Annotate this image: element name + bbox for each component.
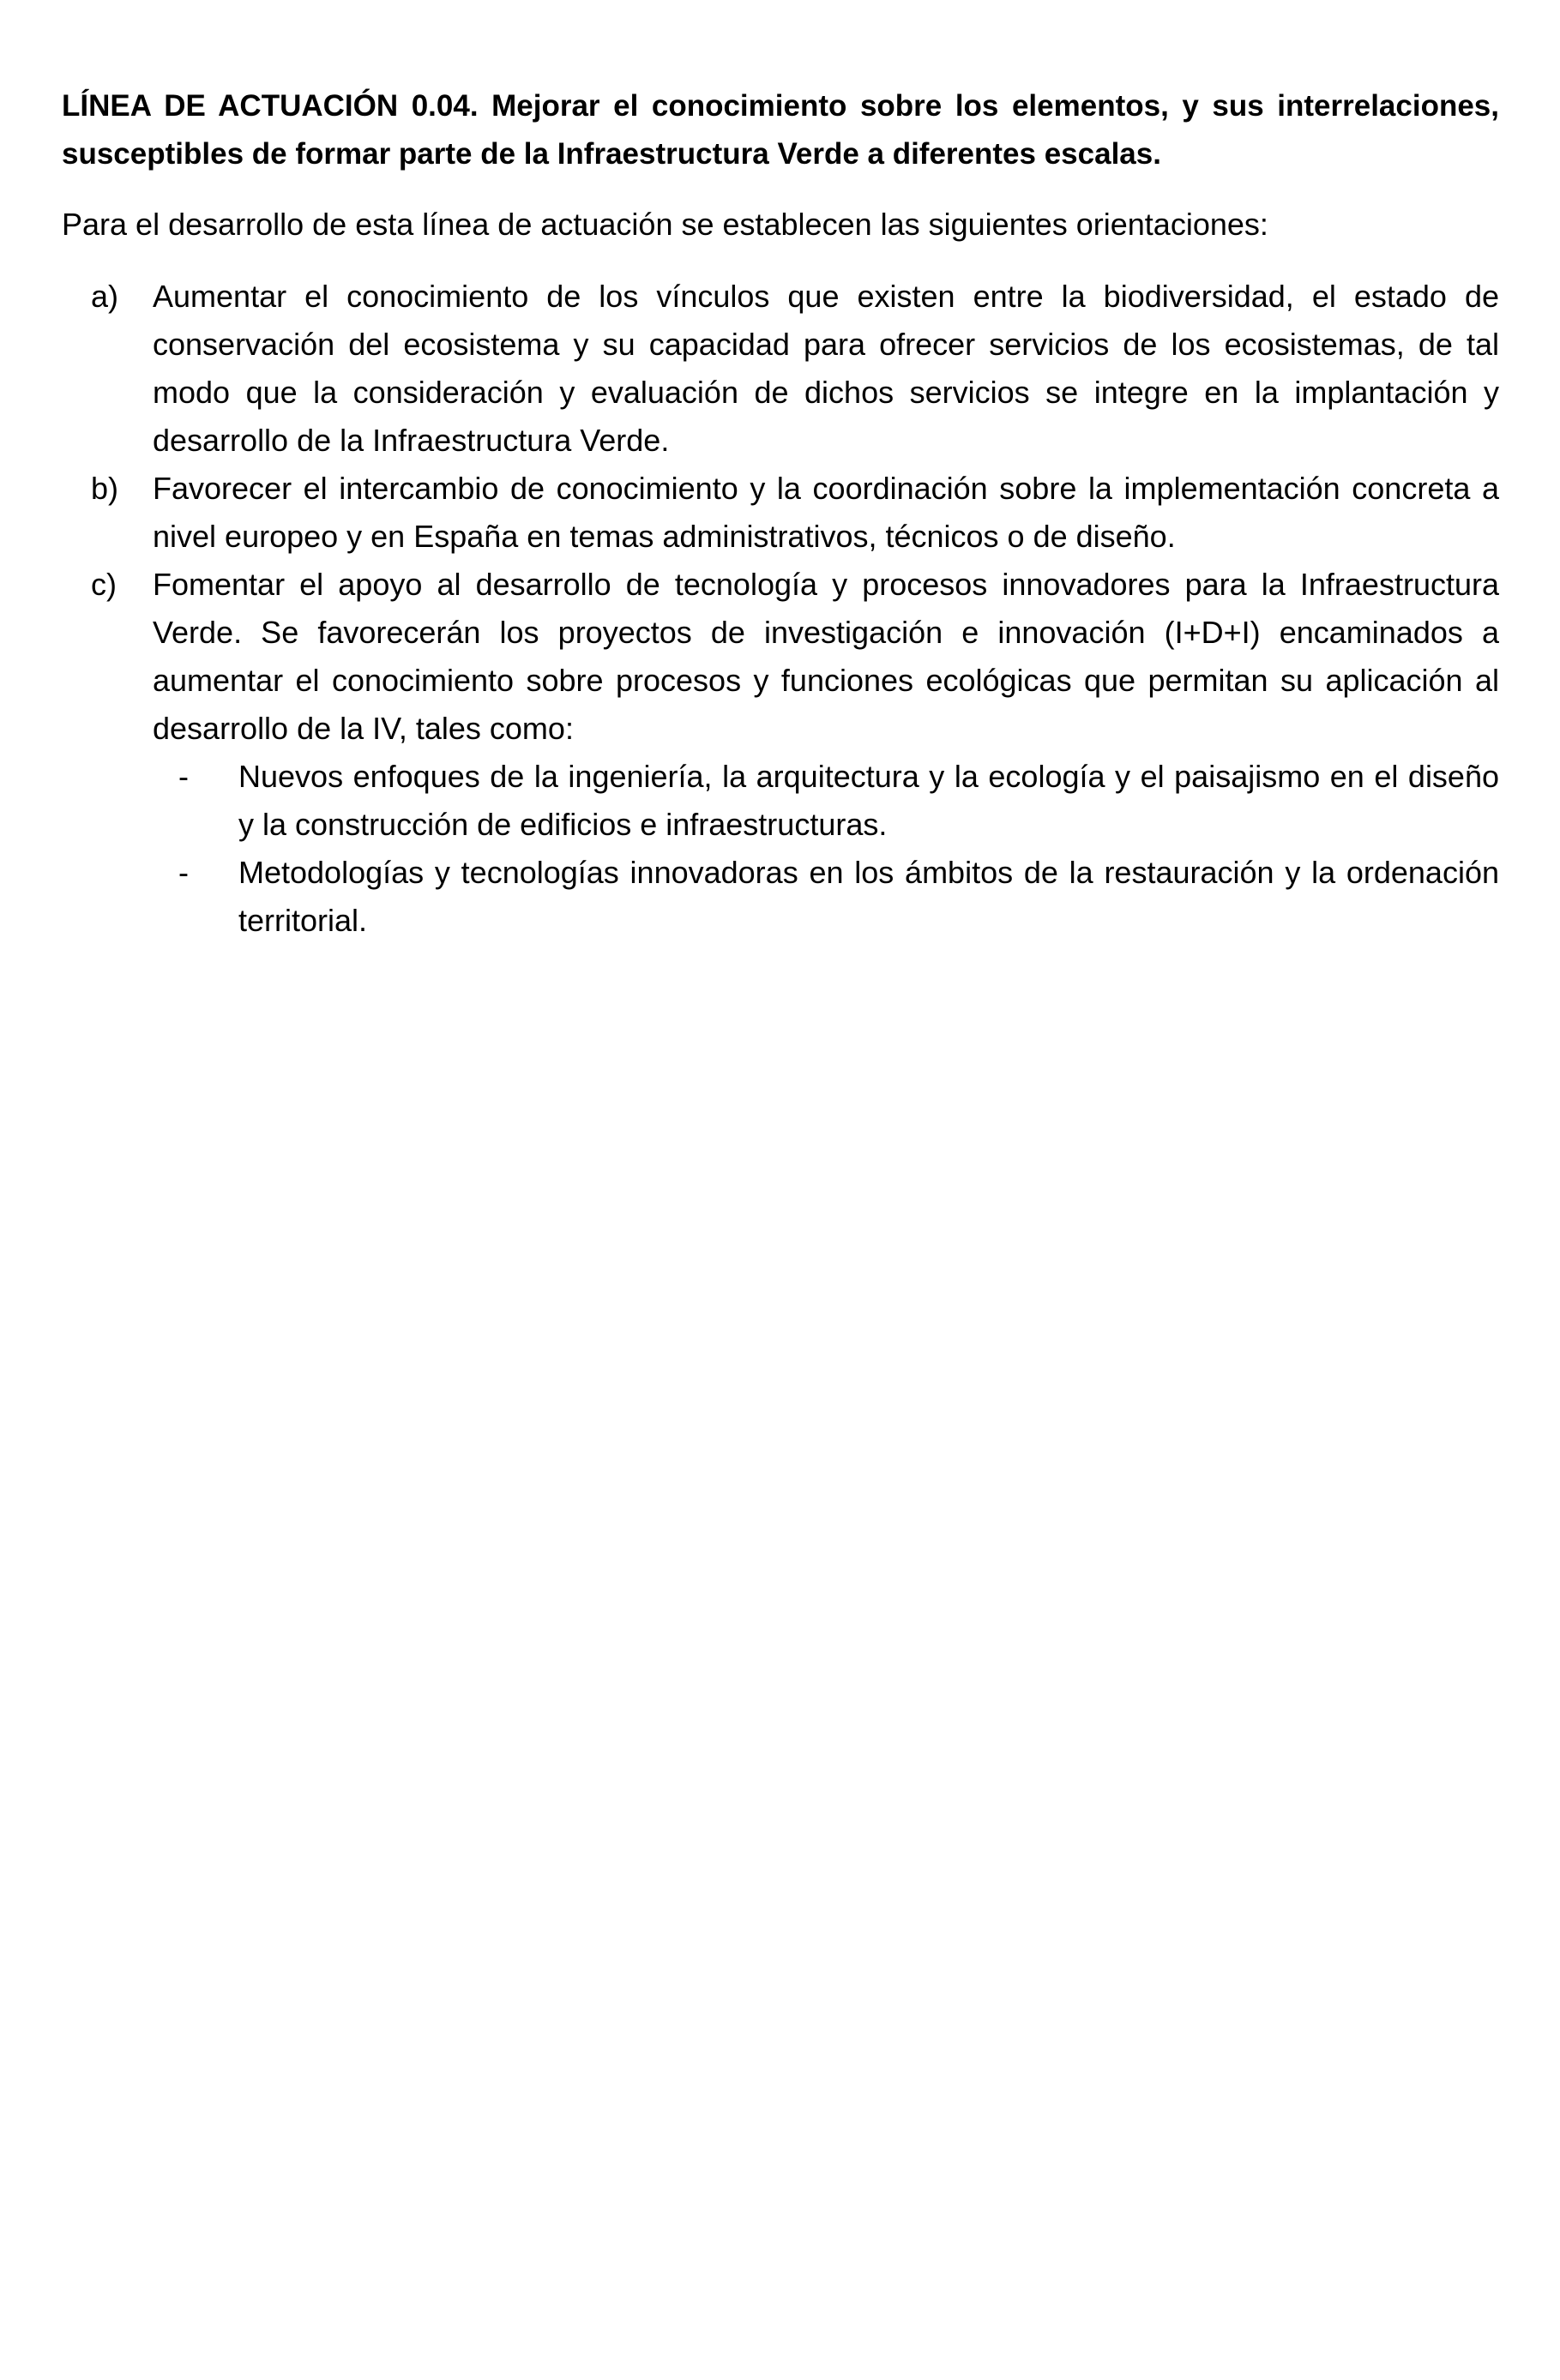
list-item-c bbox=[62, 561, 1499, 945]
list-marker: a) bbox=[91, 279, 119, 314]
document-page bbox=[62, 82, 1499, 945]
list-item-b bbox=[62, 465, 1499, 561]
sublist-item bbox=[153, 753, 1499, 849]
intro-paragraph: Para el desarrollo de esta línea de actuación se establecen las siguientes orientaciones: bbox=[62, 207, 1268, 242]
sublist-marker: - bbox=[178, 855, 189, 890]
list-marker: c) bbox=[91, 567, 117, 602]
sublist-item-text: Nuevos enfoques de la ingeniería, la arquitectura y la ecología y el paisajismo en el diseño y la construcción de edificios e infraestructuras. bbox=[238, 759, 1499, 842]
sublist-item bbox=[153, 849, 1499, 945]
list-item-text: Fomentar el apoyo al desarrollo de tecnología y procesos innovadores para la Infraestructura Verde. Se favorecerán los proyectos de investigación e innovación (I+D+I) encaminados a aumentar el conocimiento sobre procesos y funciones ecológicas que permitan su aplicación al desarrollo de la IV, tales como: bbox=[153, 567, 1499, 746]
orientations-list bbox=[62, 273, 1499, 945]
sublist-item-text: Metodologías y tecnologías innovadoras en los ámbitos de la restauración y la ordenación territorial. bbox=[238, 855, 1499, 938]
list-item-text: Aumentar el conocimiento de los vínculos que existen entre la biodiversidad, el estado de conservación del ecosistema y su capacidad para ofrecer servicios de los ecosistemas, de tal modo que la consideración y evaluación de dichos servicios se integre en la implantación y desarrollo de la Infraestructura Verde. bbox=[153, 279, 1499, 458]
list-item-text: Favorecer el intercambio de conocimiento y la coordinación sobre la implementación concreta a nivel europeo y en España en temas administrativos, técnicos o de diseño. bbox=[153, 471, 1499, 554]
list-marker: b) bbox=[91, 471, 119, 506]
section-heading: LÍNEA DE ACTUACIÓN 0.04. Mejorar el conocimiento sobre los elementos, y sus interrelaciones, susceptibles de formar parte de la Infraestructura Verde a diferentes escalas. bbox=[62, 89, 1499, 171]
examples-sublist bbox=[153, 753, 1499, 945]
sublist-marker: - bbox=[178, 759, 189, 794]
list-item-a bbox=[62, 273, 1499, 465]
